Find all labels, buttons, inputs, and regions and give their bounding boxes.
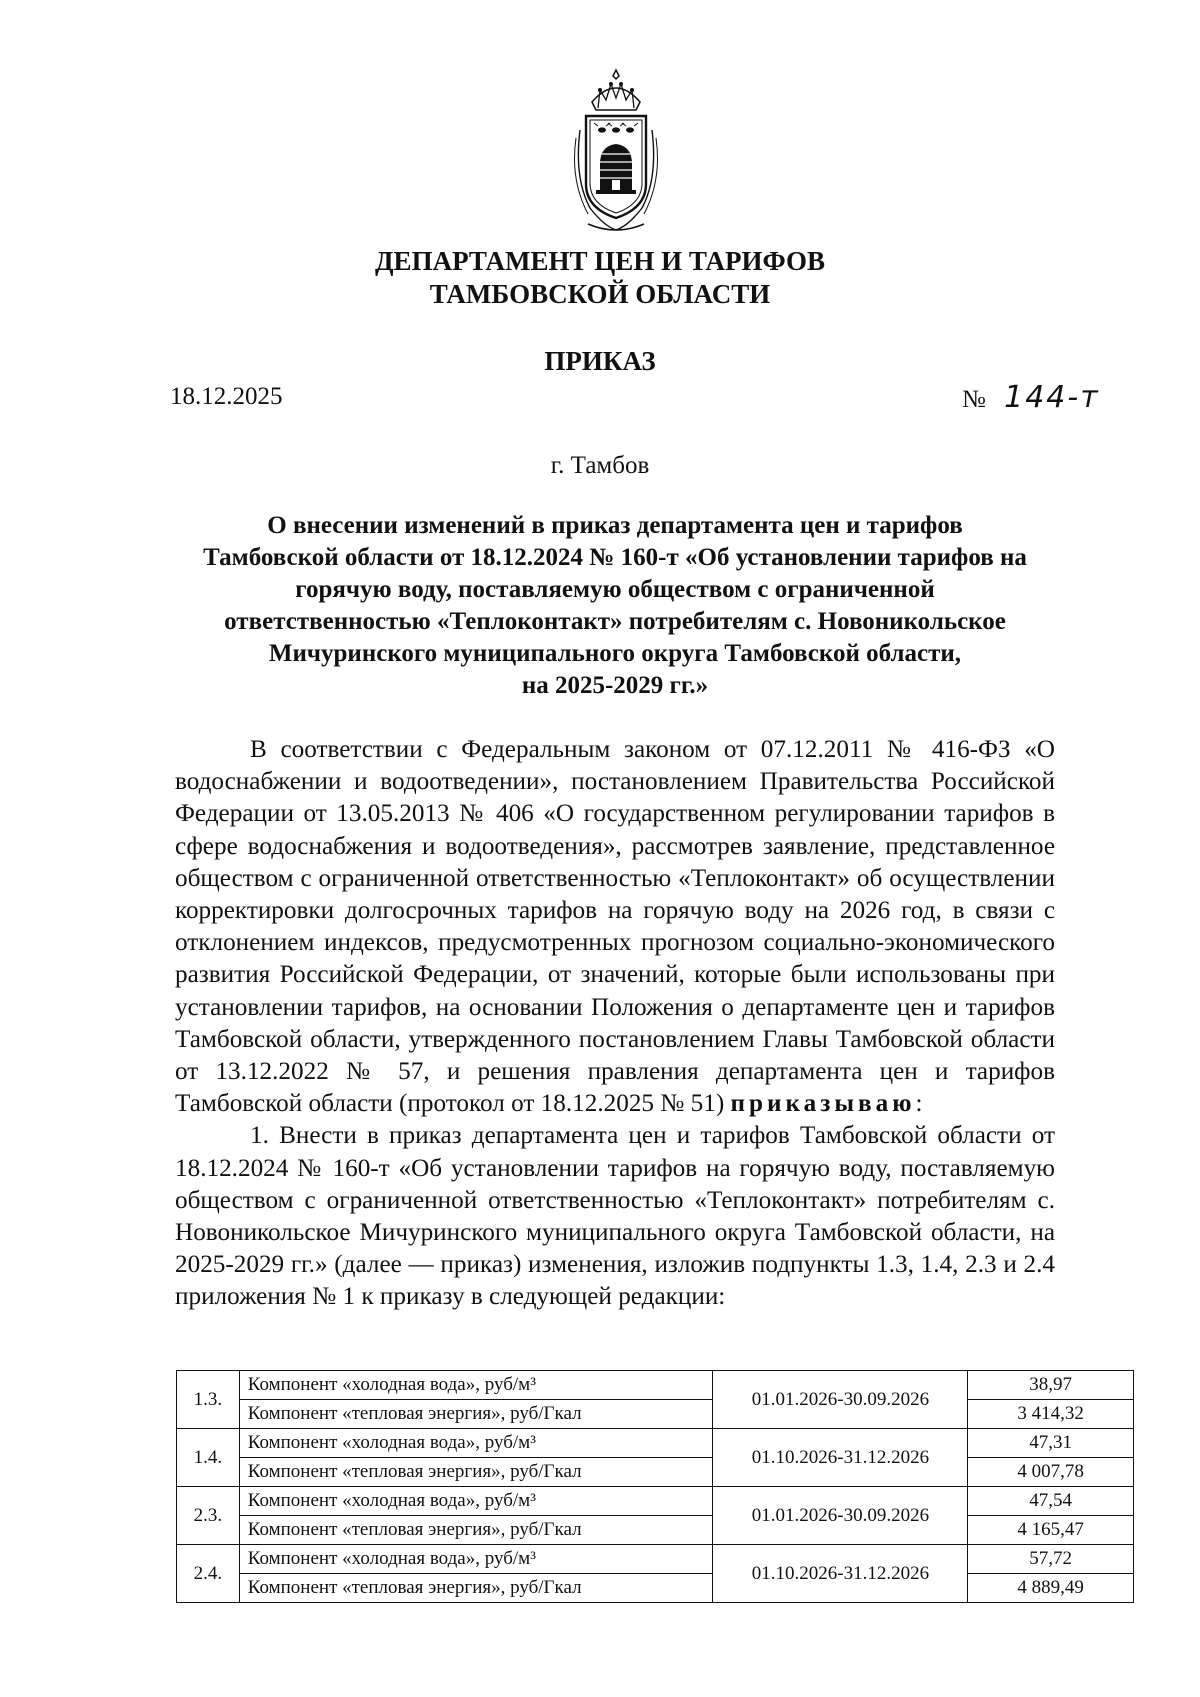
table-row	[177, 1429, 1134, 1458]
tariff-value-cell: 47,31	[968, 1429, 1134, 1458]
preamble-paragraph	[175, 734, 1055, 1120]
tariff-value-cell: 4 007,78	[968, 1458, 1134, 1487]
subject-line: Тамбовской области от 18.12.2024 № 160-т «Об установлении тарифов на	[203, 544, 1027, 571]
document-type-title: ПРИКАЗ	[544, 346, 656, 376]
row-code-cell: 1.3.	[177, 1371, 240, 1429]
clause-1-paragraph: 1. Внести в приказ департамента цен и тарифов Тамбовской области от 18.12.2024 № 160-т «Об установлении тарифов на горячую воду, поставляемую обществом с ограниченной ответственностью «Теплоконтакт» потребителям с. Новоникольское Мичуринского муниципального округа Тамбовской области, на 2025-2029 гг.» (далее — приказ) изменения, изложив подпункты 1.3, 1.4, 2.3 и 2.4 приложения № 1 к приказу в следующей редакции:	[175, 1122, 1055, 1311]
period-cell: 01.01.2026-30.09.2026	[713, 1487, 968, 1545]
component-name-cell: Компонент «холодная вода», руб/м³	[239, 1429, 713, 1458]
tariff-table	[176, 1370, 1134, 1603]
department-name	[0, 245, 1200, 311]
table-row	[177, 1516, 1134, 1545]
order-number	[962, 380, 1100, 415]
order-keyword: приказываю	[730, 1090, 916, 1118]
subject-line: ответственностью «Теплоконтакт» потребителям с. Новоникольское	[224, 608, 1006, 635]
subject-line: О внесении изменений в приказ департамента цен и тарифов	[267, 512, 963, 539]
order-subject	[175, 510, 1055, 702]
component-name-cell: Компонент «тепловая энергия», руб/Гкал	[239, 1400, 713, 1429]
coat-of-arms-emblem	[570, 68, 662, 236]
tariff-value-cell: 38,97	[968, 1371, 1134, 1400]
tariff-value-cell: 57,72	[968, 1545, 1134, 1574]
order-number-handwritten: 144-т	[1004, 380, 1100, 415]
period-cell: 01.01.2026-30.09.2026	[713, 1371, 968, 1429]
table-row	[177, 1545, 1134, 1574]
preamble-text: В соответствии с Федеральным законом от 07.12.2011 № 416-ФЗ «О водоснабжении и водоотведении», постановлением Правительства Российской Федерации от 13.05.2013 № 406 «О государственном регулировании тарифов в сфере водоснабжения и водоотведения», рассмотрев заявление, представленное обществом с ограниченной ответственностью «Теплоконтакт» об осуществлении корректировки долгосрочных тарифов на горячую воду на 2026 год, в связи с отклонением индексов, предусмотренных прогнозом социально-экономического развития Российской Федерации, от значений, которые были использованы при установлении тарифов, на основании Положения о департаменте цен и тарифов Тамбовской области, утвержденного постановлением Главы Тамбовской области от 13.12.2022 № 57, и решения правления департамента цен и тарифов Тамбовской области (протокол от 18.12.2025 № 51)	[175, 736, 1055, 1118]
tariff-value-cell: 3 414,32	[968, 1400, 1134, 1429]
order-date: 18.12.2025	[170, 383, 283, 410]
component-name-cell: Компонент «тепловая энергия», руб/Гкал	[239, 1516, 713, 1545]
table-row	[177, 1487, 1134, 1516]
tariff-value-cell: 47,54	[968, 1487, 1134, 1516]
subject-line: на 2025-2029 гг.»	[521, 672, 709, 699]
period-cell: 01.10.2026-31.12.2026	[713, 1429, 968, 1487]
period-cell: 01.10.2026-31.12.2026	[713, 1545, 968, 1603]
component-name-cell: Компонент «холодная вода», руб/м³	[239, 1487, 713, 1516]
city: г. Тамбов	[550, 452, 650, 479]
department-line-2: ТАМБОВСКОЙ ОБЛАСТИ	[429, 279, 771, 309]
table-row	[177, 1371, 1134, 1400]
component-name-cell: Компонент «тепловая энергия», руб/Гкал	[239, 1574, 713, 1603]
department-line-1: ДЕПАРТАМЕНТ ЦЕН И ТАРИФОВ	[374, 246, 826, 276]
table-row	[177, 1574, 1134, 1603]
row-code-cell: 2.4.	[177, 1545, 240, 1603]
tariff-value-cell: 4 165,47	[968, 1516, 1134, 1545]
order-number-label: №	[962, 386, 986, 413]
row-code-cell: 1.4.	[177, 1429, 240, 1487]
row-code-cell: 2.3.	[177, 1487, 240, 1545]
component-name-cell: Компонент «холодная вода», руб/м³	[239, 1545, 713, 1574]
table-row	[177, 1400, 1134, 1429]
table-row	[177, 1458, 1134, 1487]
subject-line: горячую воду, поставляемую обществом с ограниченной	[295, 576, 935, 603]
subject-line: Мичуринского муниципального округа Тамбовской области,	[268, 640, 962, 667]
component-name-cell: Компонент «холодная вода», руб/м³	[239, 1371, 713, 1400]
order-body	[175, 734, 1055, 1314]
preamble-end: :	[915, 1090, 923, 1118]
component-name-cell: Компонент «тепловая энергия», руб/Гкал	[239, 1458, 713, 1487]
tariff-value-cell: 4 889,49	[968, 1574, 1134, 1603]
